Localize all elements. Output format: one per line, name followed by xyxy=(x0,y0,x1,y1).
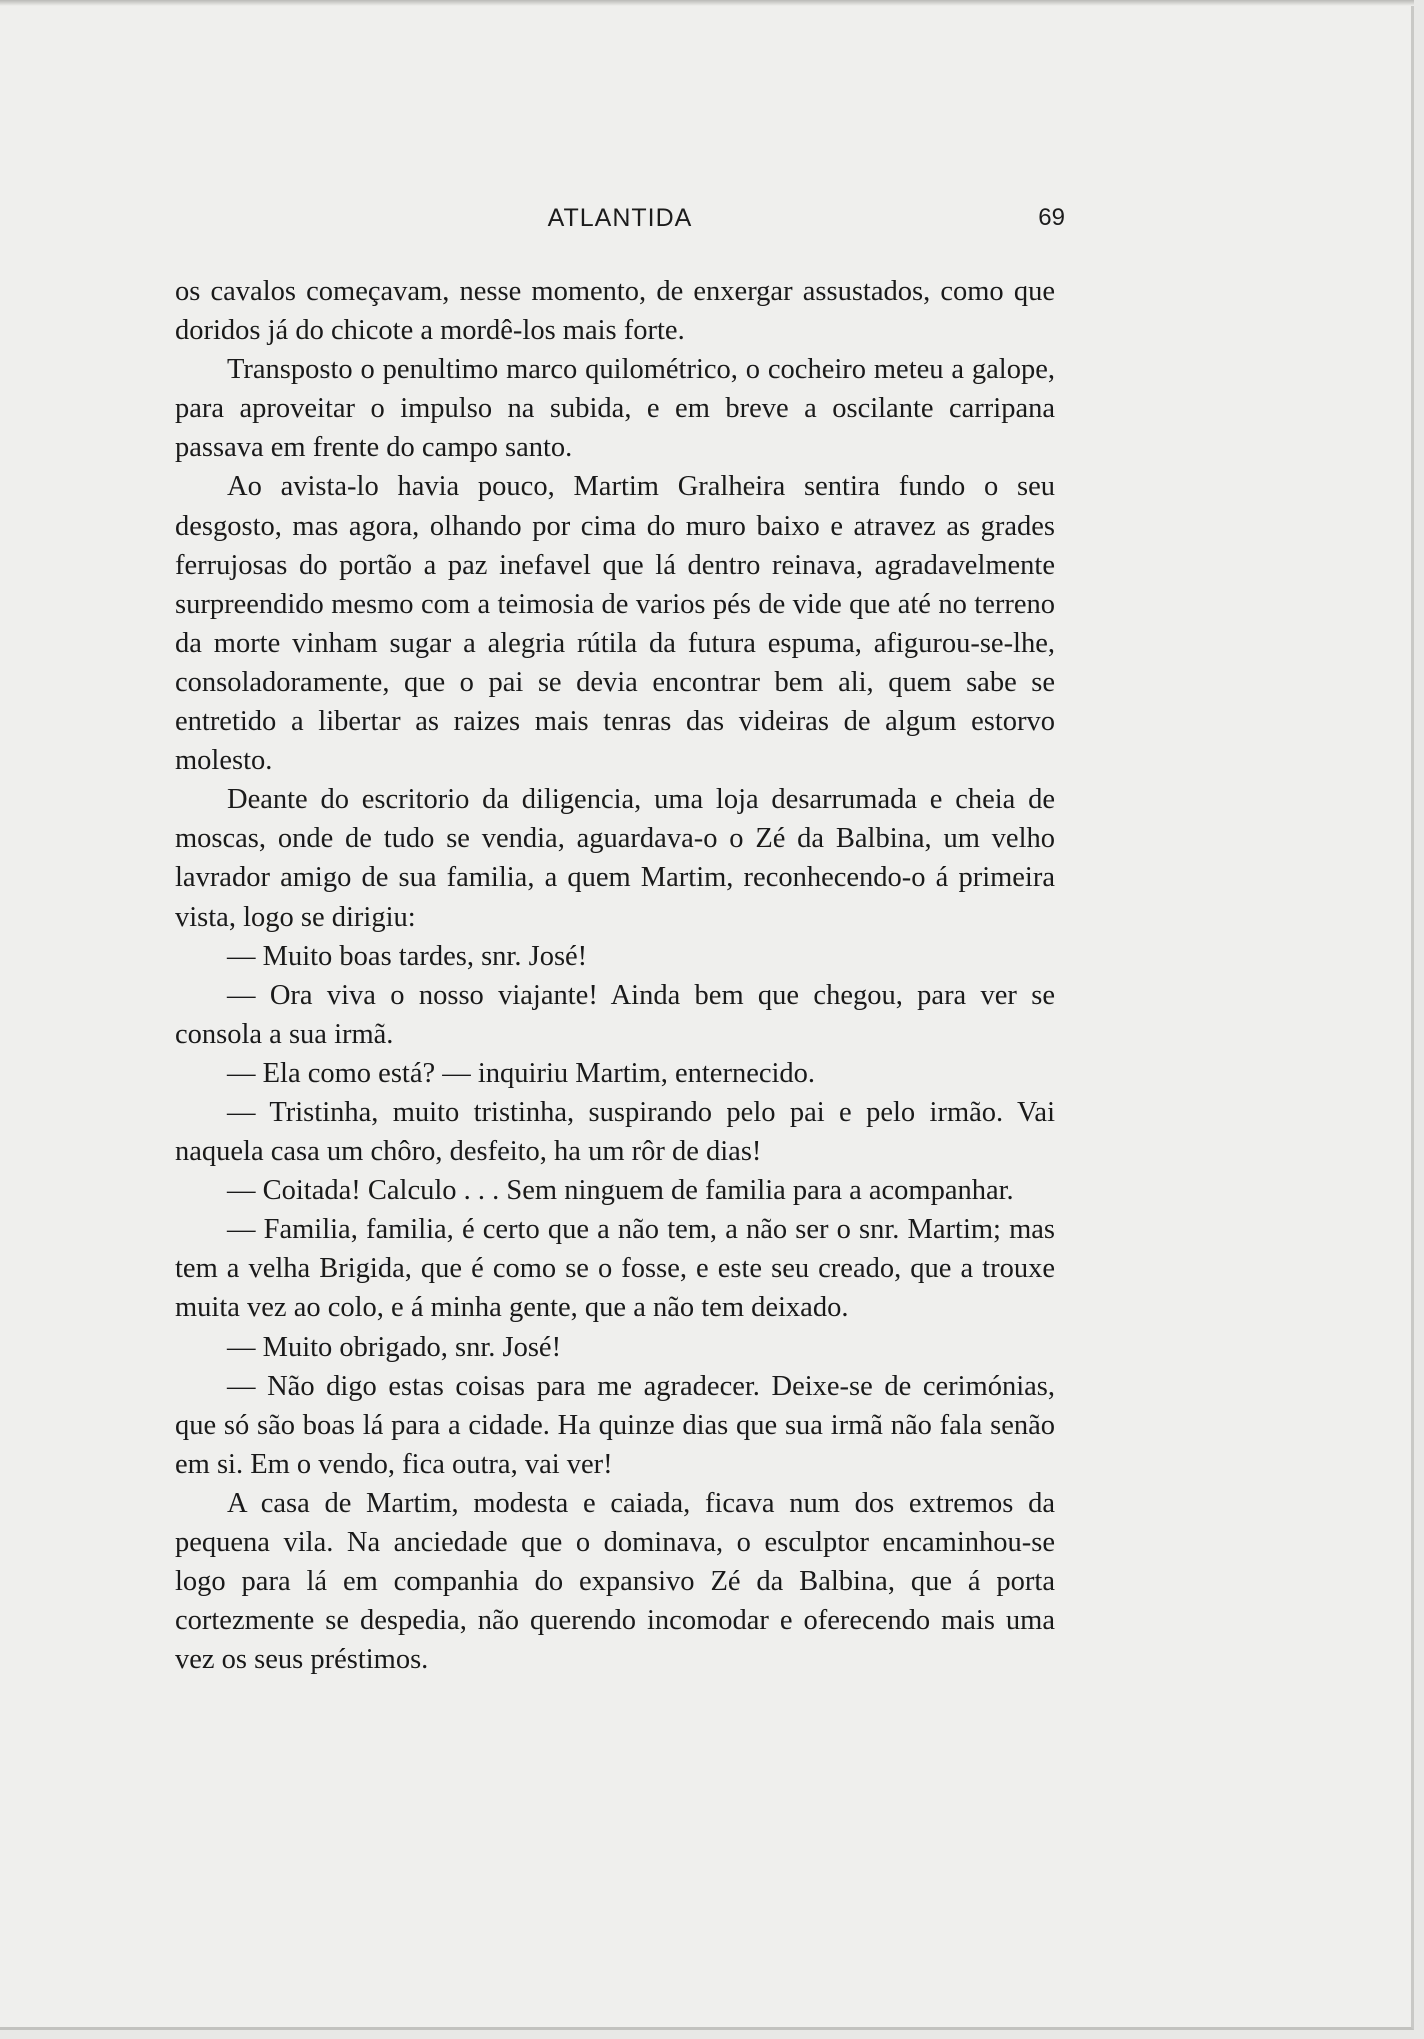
dialogue-line: — Coitada! Calculo . . . Sem ninguem de familia para a acompanhar. xyxy=(227,1175,1014,1207)
dialogue-line: — Ora viva o nosso viajante! Ainda bem que chegou, para ver se consola a sua irmã. xyxy=(175,979,1055,1050)
running-title: ATLANTIDA xyxy=(547,204,693,232)
dialogue-line: — Muito obrigado, snr. José! xyxy=(227,1331,562,1363)
paragraph: os cavalos começavam, nesse momento, de enxergar assustados, como que doridos já do chicote a mordê-los mais forte. xyxy=(175,276,1055,347)
paragraph: Ao avista-lo havia pouco, Martim Gralheira sentira fundo o seu desgosto, mas agora, olhando por cima do muro baixo e atravez as grades ferrujosas do portão a paz inefavel que lá dentro reinava, agradavelmente surpreendido mesmo com a teimosia de varios pés de vide que até no terreno da morte vinham sugar a alegria rútila da futura espuma, afigurou-se-lhe, consoladoramente, que o pai se devia encontrar bem ali, quem sabe se entretido a libertar as raizes mais tenras das videiras de algum estorvo molesto. xyxy=(175,471,1055,777)
running-head xyxy=(175,204,1065,244)
paragraph: A casa de Martim, modesta e caiada, ficava num dos extremos da pequena vila. Na anciedade que o dominava, o esculptor encaminhou-se logo para lá em companhia do expansivo Zé da Balbina, que á porta cortezmente se despedia, não querendo incomodar e oferecendo mais uma vez os seus préstimos. xyxy=(175,1487,1055,1676)
body-text xyxy=(175,272,1055,1679)
dialogue-line: — Tristinha, muito tristinha, suspirando pelo pai e pelo irmão. Vai naquela casa um chôro, desfeito, ha um rôr de dias! xyxy=(175,1096,1055,1168)
dialogue-line: — Muito boas tardes, snr. José! xyxy=(227,940,588,972)
dialogue-line: — Familia, familia, é certo que a não tem, a não ser o snr. Martim; mas tem a velha Brigida, que é como se o fosse, e este seu creado, que a trouxe muita vez ao colo, e á minha gente, que a não tem deixado. xyxy=(175,1214,1055,1324)
dialogue-line: — Ela como está? — inquiriu Martim, enternecido. xyxy=(227,1057,816,1089)
dialogue-line: — Não digo estas coisas para me agradecer. Deixe-se de cerimónias, que só são boas lá para a cidade. Ha quinze dias que sua irmã não fala senão em si. Em o vendo, fica outra, vai ver! xyxy=(175,1370,1055,1480)
paragraph: Transposto o penultimo marco quilométrico, o cocheiro meteu a galope, para aproveitar o impulso na subida, e em breve a oscilante carripana passava em frente do campo santo. xyxy=(175,354,1055,464)
page-top-edge xyxy=(0,0,1414,6)
paragraph: Deante do escritorio da diligencia, uma loja desarrumada e cheia de moscas, onde de tudo se vendia, aguardava-o o Zé da Balbina, um velho lavrador amigo de sua familia, a quem Martim, reconhecendo-o á primeira vista, logo se dirigiu: xyxy=(175,784,1055,933)
page-number: 69 xyxy=(1038,204,1065,231)
